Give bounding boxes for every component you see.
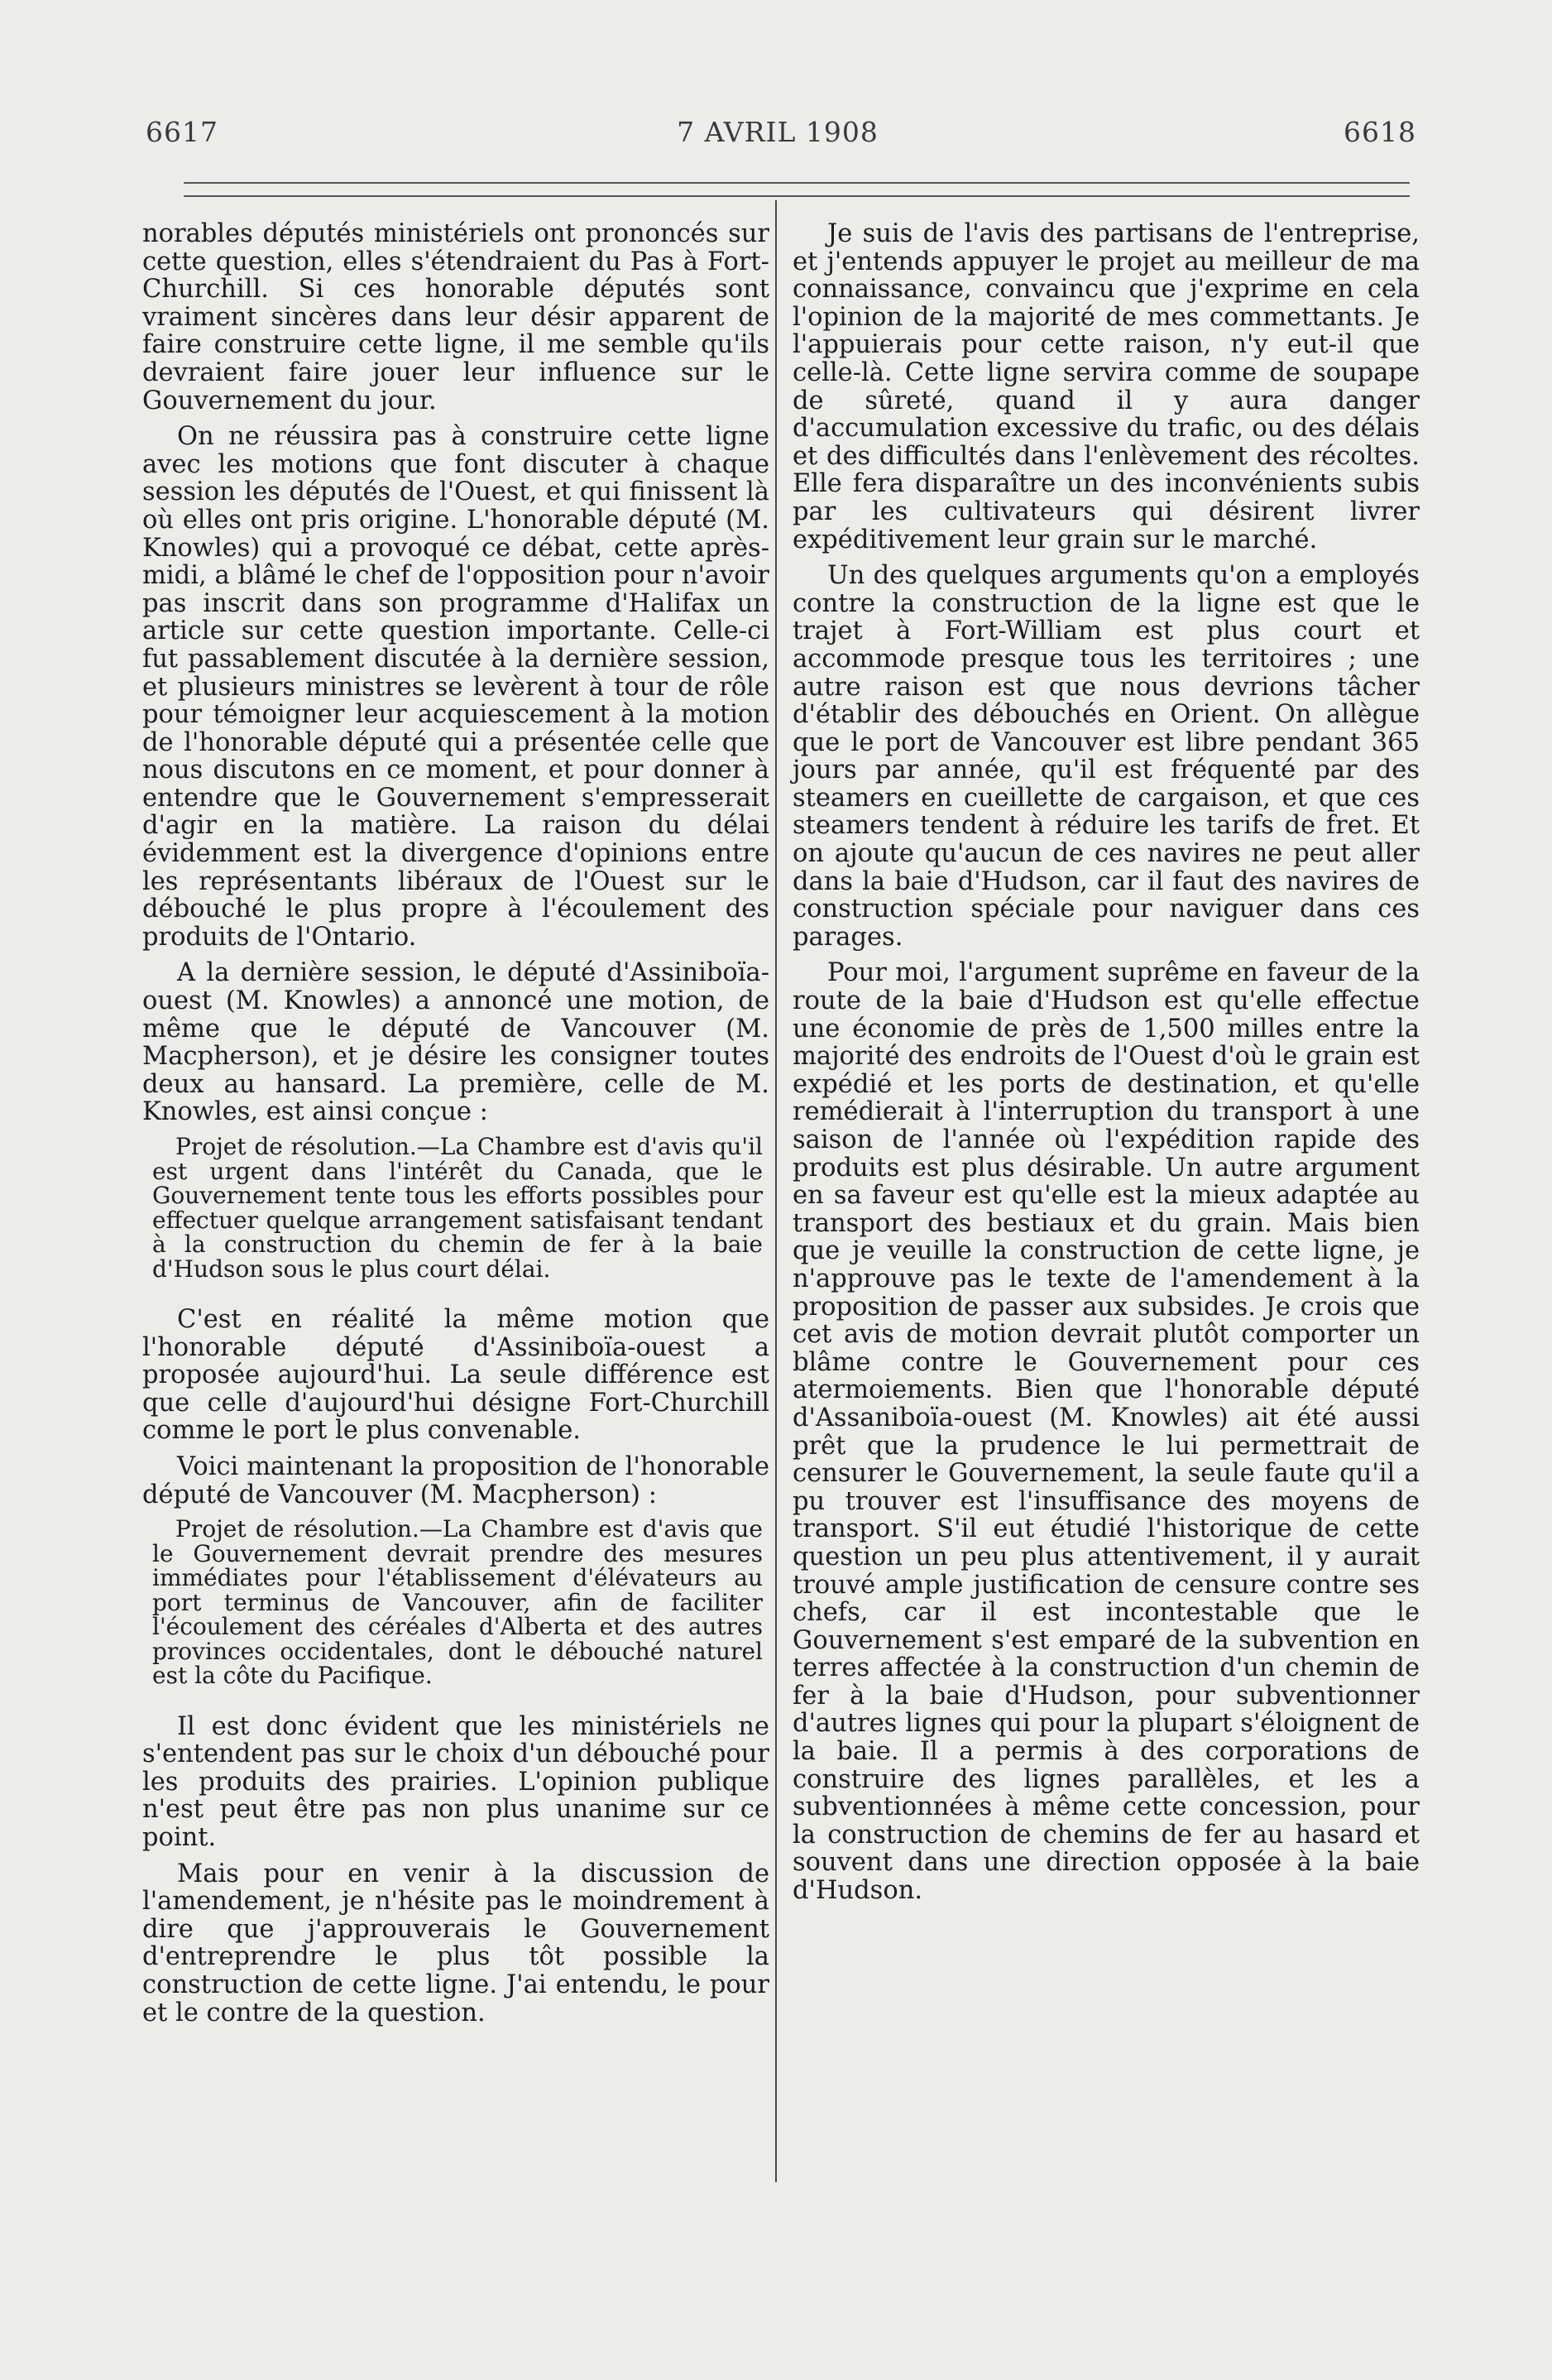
paragraph: Pour moi, l'argument suprême en faveur de la route de la baie d'Hudson est qu'elle effectue une économie de près de 1,500 milles entre la majorité des endroits de l'Ouest d'où le grain est expédié et les ports de destination, et qu'elle remédierait à l'interruption du transport à une saison de l'année où l'expédition rapide des produits est plus désirable. Un autre argument en sa faveur est qu'elle est la mieux adaptée au transport des bestiaux et du grain. Mais bien que je veuille la construction de cette ligne, je n'approuve pas le texte de l'amendement à la proposition de passer aux subsides. Je crois que cet avis de motion devrait plutôt comporter un blâme contre le Gouvernement pour ces atermoiements. Bien que l'honorable député d'Assaniboïa-ouest (M. Knowles) ait été aussi prêt que la prudence le lui permettrait de censurer le Gouvernement, la seule faute qu'il a pu trouver est l'insuffisance des moyens de transport. S'il eut étudié l'historique de cette question un peu plus attentivement, il y aurait trouvé ample justification de censure contre ses chefs, car il est incontestable que le Gouvernement s'est emparé de la subvention en terres affectée à la construction d'un chemin de fer à la baie d'Hudson, pour subventionner d'autres lignes qui pour la plupart s'éloignent de la baie. Il a permis à des corporations de construire des lignes parallèles, et les a subventionnées à même cette concession, pour la construction de chemins de fer au hasard et souvent dans une direction opposée à la baie d'Hudson. bbox=[793, 958, 1420, 1906]
paragraph: Je suis de l'avis des partisans de l'entreprise, et j'entends appuyer le projet au meilleur de ma connaissance, convaincu que j'exprime en cela l'opinion de la majorité de mes commettants. Je l'appuierais pour cette raison, n'y eut-il que celle-là. Cette ligne servira comme de soupape de sûreté, quand il y aura danger d'accumulation excessive du trafic, ou des délais et des difficultés dans l'enlèvement des récoltes. Elle fera disparaître un des inconvénients subis par les cultivateurs qui désirent livrer expéditivement leur grain sur le marché. bbox=[793, 219, 1420, 554]
paragraph: A la dernière session, le député d'Assiniboïa-ouest (M. Knowles) a annoncé une motion, de même que le député de Vancouver (M. Macpherson), et je désire les consigner toutes deux au hansard. La première, celle de M. Knowles, est ainsi conçue : bbox=[142, 958, 769, 1127]
page-header bbox=[139, 116, 1416, 156]
left-column bbox=[142, 220, 769, 2035]
left-page-number: 6617 bbox=[146, 116, 218, 148]
paragraph: Il est donc évident que les ministériels ne s'entendent pas sur le choix d'un débouché pour les produits des prairies. L'opinion publique n'est peut être pas non plus unanime sur ce point. bbox=[142, 1711, 769, 1853]
column-divider bbox=[775, 200, 777, 2182]
right-column bbox=[793, 220, 1420, 1913]
paragraph: C'est en réalité la même motion que l'honorable député d'Assiniboïa-ouest a proposée aujourd'hui. La seule différence est que celle d'aujourd'hui désigne Fort-Churchill comme le port le plus convenable. bbox=[142, 1305, 769, 1446]
quoted-resolution: Projet de résolution.—La Chambre est d'avis que le Gouvernement devrait prendre des mesures immédiates pour l'établissement d'élévateurs au port terminus de Vancouver, afin de faciliter l'écoulement des céréales d'Alberta et des autres provinces occidentales, dont le débouché naturel est la côte du Pacifique. bbox=[152, 1515, 763, 1690]
paragraph: norables députés ministériels ont prononcés sur cette question, elles s'étendraient du Pas à Fort-Churchill. Si ces honorable députés sont vraiment sincères dans leur désir apparent de faire construire cette ligne, il me semble qu'ils devraient faire jouer leur influence sur le Gouvernement du jour. bbox=[142, 219, 769, 415]
right-page-number: 6618 bbox=[1344, 116, 1416, 148]
paragraph: On ne réussira pas à construire cette ligne avec les motions que font discuter à chaque session les députés de l'Ouest, et qui finissent là où elles ont pris origine. L'honorable député (M. Knowles) qui a provoqué ce débat, cette après-midi, a blâmé le chef de l'opposition pour n'avoir pas inscrit dans son programme d'Halifax un article sur cette question importante. Celle-ci fut passablement discutée à la dernière session, et plusieurs ministres se levèrent à tour de rôle pour témoigner leur acquiescement à la motion de l'honorable député qui a présentée celle que nous discutons en ce moment, et pour donner à entendre que le Gouvernement s'empresserait d'agir en la matière. La raison du délai évidemment est la divergence d'opinions entre les représentants libéraux de l'Ouest sur le débouché le plus propre à l'écoulement des produits de l'Ontario. bbox=[142, 422, 769, 952]
header-double-rule bbox=[184, 182, 1410, 197]
paragraph: Mais pour en venir à la discussion de l'amendement, je n'hésite pas le moindrement à dire que j'approuverais le Gouvernement d'entreprendre le plus tôt possible la construction de cette ligne. J'ai entendu, le pour et le contre de la question. bbox=[142, 1859, 769, 2027]
quoted-resolution: Projet de résolution.—La Chambre est d'avis qu'il est urgent dans l'intérêt du Canada, que le Gouvernement tente tous les efforts possibles pour effectuer quelque arrangement satisfaisant tendant à la construction du chemin de fer à la baie d'Hudson sous le plus court délai. bbox=[152, 1133, 763, 1283]
header-date: 7 AVRIL 1908 bbox=[677, 116, 879, 148]
paragraph: Un des quelques arguments qu'on a employés contre la construction de la ligne est que le trajet à Fort-William est plus court et accommode presque tous les territoires ; une autre raison est que nous devrions tâcher d'établir des débouchés en Orient. On allègue que le port de Vancouver est libre pendant 365 jours par année, qu'il est fréquenté par des steamers en cueillette de cargaison, et que ces steamers tendent à réduire les tarifs de fret. Et on ajoute qu'aucun de ces navires ne peut aller dans la baie d'Hudson, car il faut des navires de construction spéciale pour naviguer dans ces parages. bbox=[793, 561, 1420, 952]
paragraph: Voici maintenant la proposition de l'honorable député de Vancouver (M. Macpherson) : bbox=[142, 1452, 769, 1509]
